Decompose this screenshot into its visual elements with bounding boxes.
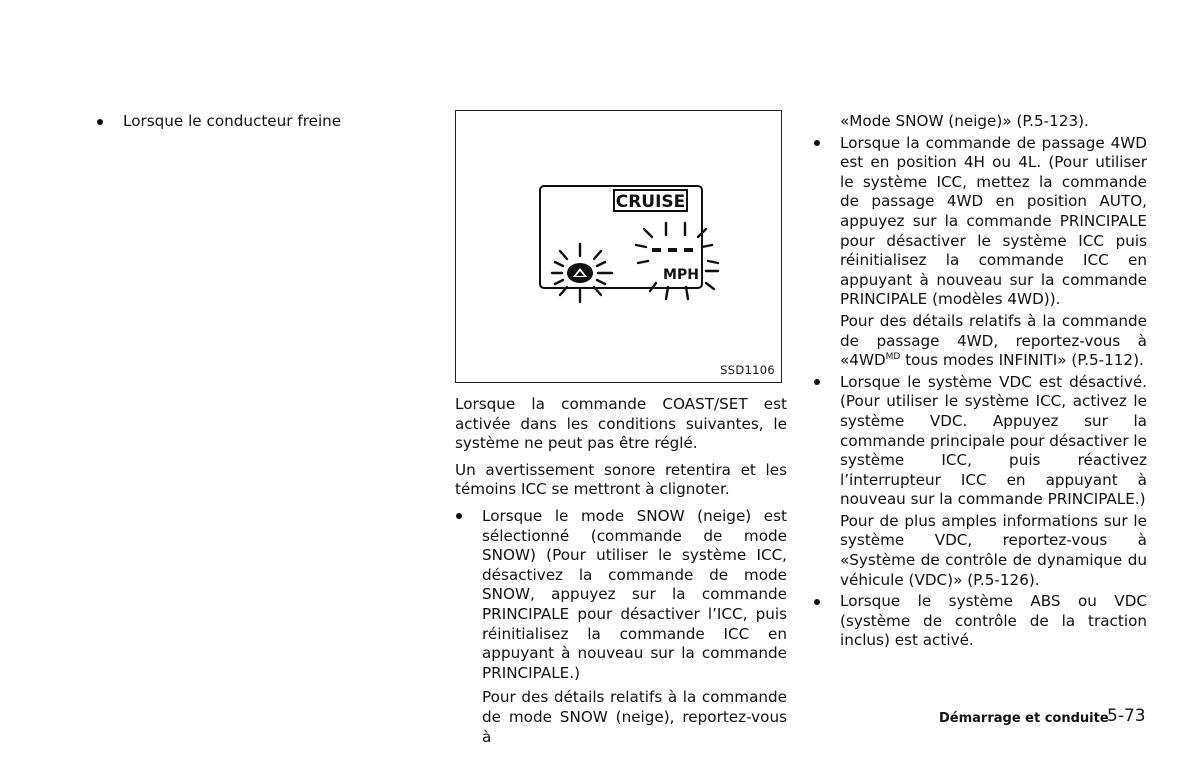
left-column xyxy=(96,112,396,132)
bullet-text: Lorsque la commande de passage 4WD est en position 4H ou 4L. (Pour utiliser le système ICC, mettez la commande de passage 4WD en position AUTO, appuyez sur la commande PRINCIPALE pour désactiver le système ICC puis réinitialisez la commande ICC en appuyant à nouveau sur la commande PRINCIPALE (modèles 4WD)). xyxy=(840,133,1147,309)
cruise-display-figure xyxy=(455,110,782,383)
paragraph: Un avertissement sonore retentira et les témoins ICC se mettront à clignoter. xyxy=(455,460,787,499)
bullet-note: Pour des détails relatifs à la commande de mode SNOW (neige), reportez-vous à xyxy=(482,688,787,746)
bullet-item xyxy=(96,112,396,132)
mph-label: MPH xyxy=(663,267,699,283)
vehicle-ahead-icon xyxy=(567,263,593,283)
footer-section-title: Démarrage et conduite xyxy=(939,711,1109,726)
continued-text: «Mode SNOW (neige)» (P.5-123). xyxy=(840,112,1089,130)
bullet-item xyxy=(455,507,787,683)
bullet-item xyxy=(813,592,1147,651)
trademark-superscript: MD xyxy=(885,352,901,363)
note-text: tous modes INFINITI» (P.5-112). xyxy=(900,351,1144,370)
paragraph: Lorsque la commande COAST/SET est activée dans les conditions suivantes, le système ne peut pas être réglé. xyxy=(455,395,787,453)
bullet-dot xyxy=(456,513,462,519)
bullet-text: Lorsque le conducteur freine xyxy=(123,112,342,130)
bullet-text: Lorsque le système ABS ou VDC (système de contrôle de la traction inclus) est activé. xyxy=(840,592,1147,650)
page-number: 5-73 xyxy=(1107,706,1146,726)
bullet-text: Lorsque le mode SNOW (neige) est sélectionné (commande de mode SNOW) (Pour utiliser le système ICC, désactivez la commande de mode SNOW, appuyez sur la commande PRINCIPALE pour désactiver l’ICC, puis réinitialisez la commande ICC en appuyant à nouveau sur la commande PRINCIPALE.) xyxy=(482,506,787,682)
figure-code: SSD1106 xyxy=(720,363,775,377)
bullet-note: Pour de plus amples informations sur le système VDC, reportez-vous à «Système de contrôle de dynamique du véhicule (VDC)» (P.5-126). xyxy=(840,511,1147,589)
middle-column xyxy=(455,395,787,747)
bullet-text: Lorsque le système VDC est désactivé. (Pour utiliser le système ICC, activez le système VDC. Appuyez sur la commande principale pour désactiver le système ICC, puis réactivez l’interrupteur ICC en appuyant à nouveau sur la commande PRINCIPALE.) xyxy=(840,372,1147,509)
bullet-dot xyxy=(814,140,820,146)
set-speed-dashes xyxy=(652,248,693,252)
bullet-dot xyxy=(814,379,820,385)
note-text: Pour des détails relatifs à la commande de passage 4WD, reportez-vous à «4WD xyxy=(840,311,1147,370)
bullet-dot xyxy=(814,599,820,605)
right-column xyxy=(813,112,1147,651)
cruise-label: CRUISE xyxy=(615,192,686,212)
bullet-item xyxy=(813,134,1147,310)
cruise-display-illustration xyxy=(456,111,781,382)
bullet-item xyxy=(813,373,1147,510)
bullet-dot xyxy=(97,119,103,125)
bullet-note xyxy=(813,312,1147,371)
